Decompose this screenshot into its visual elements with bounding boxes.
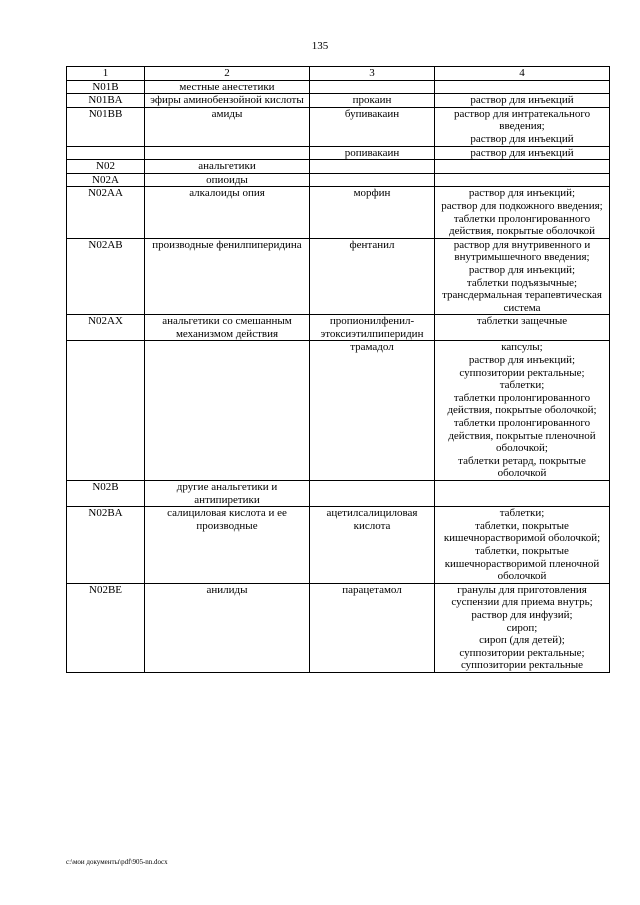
atc-code: N02AA [67, 187, 145, 238]
table-row [67, 583, 610, 672]
dosage-form [435, 173, 610, 187]
atc-code: N02BE [67, 583, 145, 672]
dosage-form: раствор для интратекального введения; раствор для инъекций [435, 107, 610, 146]
header-col-3: 3 [310, 67, 435, 81]
group-name: анилиды [145, 583, 310, 672]
dosage-form: раствор для инъекций [435, 146, 610, 160]
atc-code: N01BB [67, 107, 145, 146]
group-name: эфиры аминобензойной кислоты [145, 94, 310, 108]
table-row [67, 481, 610, 507]
group-name: местные анестетики [145, 80, 310, 94]
dosage-form: капсулы; раствор для инъекций; суппозитории ректальные; таблетки; таблетки пролонгированного действия, покрытые оболочкой; таблетки пролонгированного действия, покрытые пленочной оболочкой; таблетки ретард, покрытые оболочкой [435, 341, 610, 481]
drug-name: фентанил [310, 238, 435, 315]
group-name [145, 341, 310, 481]
atc-code [67, 146, 145, 160]
table-row [67, 94, 610, 108]
table-row [67, 146, 610, 160]
group-name: анальгетики [145, 160, 310, 174]
drug-table [66, 66, 610, 673]
dosage-form [435, 160, 610, 174]
drug-name [310, 173, 435, 187]
group-name [145, 146, 310, 160]
header-col-4: 4 [435, 67, 610, 81]
table-row [67, 107, 610, 146]
dosage-form [435, 481, 610, 507]
group-name: анальгетики со смешанным механизмом действия [145, 315, 310, 341]
drug-name: ацетилсалициловая кислота [310, 507, 435, 584]
table-row [67, 160, 610, 174]
atc-code: N02A [67, 173, 145, 187]
drug-name: бупивакаин [310, 107, 435, 146]
dosage-form: раствор для инъекций [435, 94, 610, 108]
dosage-form: раствор для инъекций; раствор для подкожного введения; таблетки пролонгированного действия, покрытые оболочкой [435, 187, 610, 238]
table-row [67, 238, 610, 315]
atc-code: N01BA [67, 94, 145, 108]
group-name: опиоиды [145, 173, 310, 187]
dosage-form: таблетки защечные [435, 315, 610, 341]
drug-name: морфин [310, 187, 435, 238]
atc-code: N02AX [67, 315, 145, 341]
drug-name [310, 80, 435, 94]
header-col-1: 1 [67, 67, 145, 81]
atc-code: N02 [67, 160, 145, 174]
dosage-form: таблетки; таблетки, покрытые кишечнорастворимой оболочкой; таблетки, покрытые кишечнорастворимой пленочной оболочкой [435, 507, 610, 584]
table-row [67, 187, 610, 238]
drug-name: пропионилфенил- этоксиэтилпиперидин [310, 315, 435, 341]
group-name: амиды [145, 107, 310, 146]
table-row [67, 507, 610, 584]
group-name: другие анальгетики и антипиретики [145, 481, 310, 507]
drug-name [310, 481, 435, 507]
table-row [67, 315, 610, 341]
page-number: 135 [311, 40, 329, 52]
dosage-form [435, 80, 610, 94]
dosage-form: раствор для внутривенного и внутримышечного введения; раствор для инъекций; таблетки подъязычные; трансдермальная терапевтическая система [435, 238, 610, 315]
header-col-2: 2 [145, 67, 310, 81]
table-row [67, 173, 610, 187]
table-row [67, 80, 610, 94]
atc-code: N02AB [67, 238, 145, 315]
drug-name: трамадол [310, 341, 435, 481]
drug-name: парацетамол [310, 583, 435, 672]
table-header-row [67, 67, 610, 81]
footer-file-path: c:\мои документы\pdf\905-nn.docx [66, 858, 168, 866]
atc-code: N02BA [67, 507, 145, 584]
group-name: салициловая кислота и ее производные [145, 507, 310, 584]
table-row [67, 341, 610, 481]
group-name: производные фенилпиперидина [145, 238, 310, 315]
atc-code: N02B [67, 481, 145, 507]
drug-name: прокаин [310, 94, 435, 108]
drug-name [310, 160, 435, 174]
drug-name: ропивакаин [310, 146, 435, 160]
atc-code [67, 341, 145, 481]
dosage-form: гранулы для приготовления суспензии для приема внутрь; раствор для инфузий; сироп; сироп (для детей); суппозитории ректальные; суппозитории ректальные [435, 583, 610, 672]
atc-code: N01B [67, 80, 145, 94]
group-name: алкалоиды опия [145, 187, 310, 238]
